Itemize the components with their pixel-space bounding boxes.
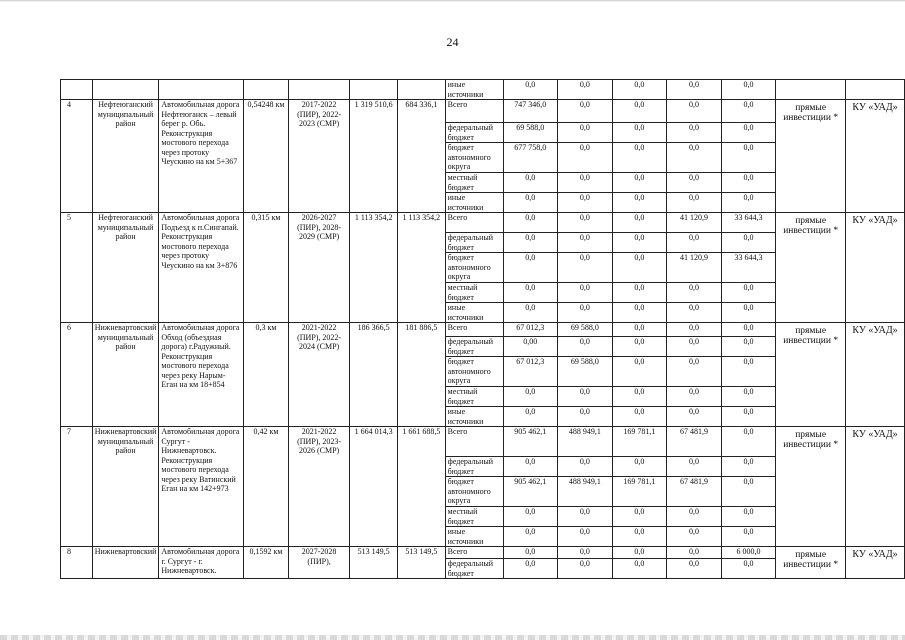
funding-value: 0,0 [667,407,722,427]
funding-source-label: бюджет автономного округа [445,357,503,387]
funding-value: 0,0 [612,559,667,579]
funding-value: 67 012,3 [503,323,558,337]
table-row [61,427,905,457]
funding-value: 0,0 [558,547,613,559]
estimated-cost-cell: 1 664 014,3 [350,427,398,547]
funding-value: 0,0 [721,283,776,303]
table-row [61,80,905,100]
table-row [61,323,905,337]
funding-value: 0,0 [503,253,558,283]
funding-source-label: иные источники [445,193,503,213]
row-number: 4 [61,100,93,213]
funding-value: 0,0 [558,527,613,547]
funding-value: 6 000,0 [721,547,776,559]
funding-source-label: Всего [445,547,503,559]
funding-value: 0,0 [558,507,613,527]
funding-value: 0,0 [667,357,722,387]
funding-value: 0,0 [667,193,722,213]
funding-value: 0,0 [612,387,667,407]
funding-value: 0,0 [558,253,613,283]
investment-type-cell: прямые инвестиции * [776,100,846,213]
funding-source-label: федеральный бюджет [445,233,503,253]
funding-value: 0,0 [721,123,776,143]
row-number: 6 [61,323,93,427]
district-cell: Нижневартовский муниципальный район [92,323,159,427]
funding-value: 0,0 [503,173,558,193]
funding-source-label: иные источники [445,303,503,323]
funding-value: 0,0 [721,357,776,387]
remaining-cost-cell: 1 113 354,2 [398,213,446,323]
funding-value: 0,0 [558,123,613,143]
funding-value: 33 644,3 [721,253,776,283]
capacity-cell: 0,3 км [244,323,289,427]
funding-value: 0,0 [612,173,667,193]
funding-value: 0,0 [558,457,613,477]
funding-value: 0,0 [612,233,667,253]
funding-value: 0,0 [667,559,722,579]
district-cell: Нижневартовский муниципальный район [92,427,159,547]
funding-value: 41 120,9 [667,253,722,283]
funding-value: 0,0 [667,233,722,253]
object-name-cell: Автомобильная дорога г. Сургут - г. Нижневартовск. [159,547,244,579]
estimated-cost-cell: 186 366,5 [350,323,398,427]
funding-value: 0,0 [558,193,613,213]
funding-value: 0,0 [503,303,558,323]
funding-source-label: иные источники [445,407,503,427]
funding-value: 0,0 [612,507,667,527]
funding-value: 0,0 [503,559,558,579]
page-number: 24 [446,35,459,49]
funding-source-label: Всего [445,323,503,337]
remaining-cost-cell: 1 661 688,5 [398,427,446,547]
funding-value: 0,0 [612,457,667,477]
period-cell: 2026-2027 (ПИР), 2028-2029 (СМР) [288,213,350,323]
funding-value: 0,0 [667,457,722,477]
funding-value: 0,0 [667,123,722,143]
funding-source-label: местный бюджет [445,387,503,407]
funding-value: 0,0 [667,173,722,193]
funding-value: 0,0 [612,407,667,427]
funding-value: 0,0 [721,477,776,507]
funding-value: 0,0 [558,337,613,357]
funding-value: 0,0 [667,507,722,527]
funding-value: 169 781,1 [612,427,667,457]
funding-value: 0,0 [558,233,613,253]
funding-value: 69 588,0 [503,123,558,143]
funding-value: 0,0 [558,387,613,407]
funding-value: 0,0 [558,80,613,100]
row-number: 8 [61,547,93,579]
funding-value: 0,0 [558,407,613,427]
funding-value: 67 481,9 [667,477,722,507]
object-name-cell: Автомобильная дорога Подъезд к п.Сингапай. Реконструкция мостового перехода через протоку Чеускино на км 3+876 [159,213,244,323]
funding-value: 0,0 [558,100,613,123]
funding-value: 0,0 [612,213,667,233]
period-cell: 2021-2022 (ПИР), 2023-2026 (СМР) [288,427,350,547]
funding-source-label: иные источники [445,80,503,100]
funding-source-label: федеральный бюджет [445,123,503,143]
funding-value: 0,0 [721,387,776,407]
funding-value: 0,0 [721,527,776,547]
funding-value: 0,0 [558,173,613,193]
funding-value: 0,0 [503,193,558,213]
funding-source-label: местный бюджет [445,283,503,303]
remaining-cost-cell: 513 149,5 [398,547,446,579]
period-cell: 2027-2028 (ПИР), [288,547,350,579]
funding-value: 41 120,9 [667,213,722,233]
district-cell: Нефтеюганский муниципальный район [92,213,159,323]
funding-value: 677 758,0 [503,143,558,173]
customer-cell: КУ «УАД» [846,547,905,579]
funding-value: 0,0 [612,547,667,559]
funding-value: 0,0 [721,143,776,173]
scan-edge-bottom [0,635,905,640]
funding-value: 0,0 [721,337,776,357]
funding-value: 0,0 [503,213,558,233]
funding-value: 69 588,0 [558,323,613,337]
funding-source-label: Всего [445,213,503,233]
funding-value: 0,0 [612,143,667,173]
funding-value: 0,0 [503,387,558,407]
funding-source-label: местный бюджет [445,507,503,527]
remaining-cost-cell: 684 336,1 [398,100,446,213]
funding-source-label: бюджет автономного округа [445,253,503,283]
funding-source-label: иные источники [445,527,503,547]
funding-value: 0,0 [667,143,722,173]
estimated-cost-cell: 1 113 354,2 [350,213,398,323]
funding-value: 0,0 [558,283,613,303]
funding-value: 0,0 [667,303,722,323]
funding-source-label: Всего [445,100,503,123]
funding-value: 0,0 [721,427,776,457]
funding-value: 0,0 [612,357,667,387]
funding-value: 0,0 [503,507,558,527]
funding-value: 0,0 [667,100,722,123]
funding-value: 0,0 [721,407,776,427]
row-number: 5 [61,213,93,323]
funding-value: 0,0 [612,123,667,143]
remaining-cost-cell: 181 886,5 [398,323,446,427]
funding-value: 0,0 [503,283,558,303]
funding-value: 0,0 [667,527,722,547]
scan-edge-top [0,0,905,2]
estimated-cost-cell: 1 319 510,6 [350,100,398,213]
funding-value: 0,0 [721,173,776,193]
funding-value: 0,0 [721,457,776,477]
funding-value: 0,0 [612,193,667,213]
table-row [61,213,905,233]
funding-value: 0,0 [503,407,558,427]
funding-value: 0,0 [721,233,776,253]
funding-value: 67 481,9 [667,427,722,457]
funding-value: 905 462,1 [503,477,558,507]
funding-value: 0,0 [612,303,667,323]
object-name-cell: Автомобильная дорога Нефтеюганск – левый берег р. Обь. Реконструкция мостового перехода через протоку Чеускино на км 5+367 [159,100,244,213]
funding-value: 0,0 [612,253,667,283]
funding-value: 0,0 [721,323,776,337]
capacity-cell: 0,315 км [244,213,289,323]
funding-value: 0,0 [667,547,722,559]
district-cell: Нижневартовский [92,547,159,579]
investment-type-cell: прямые инвестиции * [776,427,846,547]
funding-value: 0,0 [667,283,722,303]
funding-source-label: местный бюджет [445,173,503,193]
funding-value: 747 346,0 [503,100,558,123]
funding-value: 0,0 [612,80,667,100]
funding-value: 169 781,1 [612,477,667,507]
capacity-cell: 0,1592 км [244,547,289,579]
funding-value: 0,0 [612,100,667,123]
object-name-cell: Автомобильная дорога Обход (объездная дорога) г.Радужный. Реконструкция мостового перехода через реку Нарым-Еган на км 18+854 [159,323,244,427]
funding-value: 0,0 [558,559,613,579]
funding-value: 0,0 [667,80,722,100]
funding-value: 0,0 [612,337,667,357]
funding-value: 0,0 [503,547,558,559]
investment-table-wrapper [60,79,905,579]
funding-value: 488 949,1 [558,427,613,457]
funding-value: 0,0 [503,80,558,100]
funding-value: 0,00 [503,337,558,357]
funding-value: 0,0 [558,213,613,233]
period-cell: 2017-2022 (ПИР), 2022-2023 (СМР) [288,100,350,213]
table-row [61,547,905,559]
customer-cell: КУ «УАД» [846,427,905,547]
investment-table [60,79,905,579]
estimated-cost-cell: 513 149,5 [350,547,398,579]
funding-value: 0,0 [503,457,558,477]
funding-value: 67 012,3 [503,357,558,387]
row-number: 7 [61,427,93,547]
funding-source-label: Всего [445,427,503,457]
funding-value: 0,0 [503,527,558,547]
project-rows [61,100,905,579]
investment-type-cell: прямые инвестиции * [776,323,846,427]
funding-value: 0,0 [721,559,776,579]
funding-source-label: бюджет автономного округа [445,477,503,507]
investment-type-cell: прямые инвестиции * [776,213,846,323]
district-cell: Нефтеюганский муниципальный район [92,100,159,213]
funding-source-label: федеральный бюджет [445,457,503,477]
funding-value: 0,0 [721,303,776,323]
funding-value: 0,0 [667,337,722,357]
funding-source-label: федеральный бюджет [445,559,503,579]
funding-value: 0,0 [721,100,776,123]
funding-value: 0,0 [612,527,667,547]
funding-value: 488 949,1 [558,477,613,507]
capacity-cell: 0,54248 км [244,100,289,213]
funding-value: 905 462,1 [503,427,558,457]
funding-value: 0,0 [667,387,722,407]
funding-source-label: федеральный бюджет [445,337,503,357]
funding-value: 0,0 [558,143,613,173]
capacity-cell: 0,42 км [244,427,289,547]
funding-value: 0,0 [612,323,667,337]
period-cell: 2021-2022 (ПИР), 2022-2024 (СМР) [288,323,350,427]
investment-type-cell: прямые инвестиции * [776,547,846,579]
funding-value: 0,0 [721,507,776,527]
funding-value: 0,0 [721,80,776,100]
funding-value: 0,0 [612,283,667,303]
customer-cell: КУ «УАД» [846,100,905,213]
funding-value: 33 644,3 [721,213,776,233]
table-row [61,100,905,123]
funding-value: 0,0 [667,323,722,337]
customer-cell: КУ «УАД» [846,213,905,323]
funding-value: 0,0 [558,303,613,323]
customer-cell: КУ «УАД» [846,323,905,427]
funding-source-label: бюджет автономного округа [445,143,503,173]
funding-value: 69 588,0 [558,357,613,387]
funding-value: 0,0 [721,193,776,213]
object-name-cell: Автомобильная дорога Сургут - Нижневартовск. Реконструкция мостового перехода через реку Ватинский Еган на км 142+973 [159,427,244,547]
funding-value: 0,0 [503,233,558,253]
